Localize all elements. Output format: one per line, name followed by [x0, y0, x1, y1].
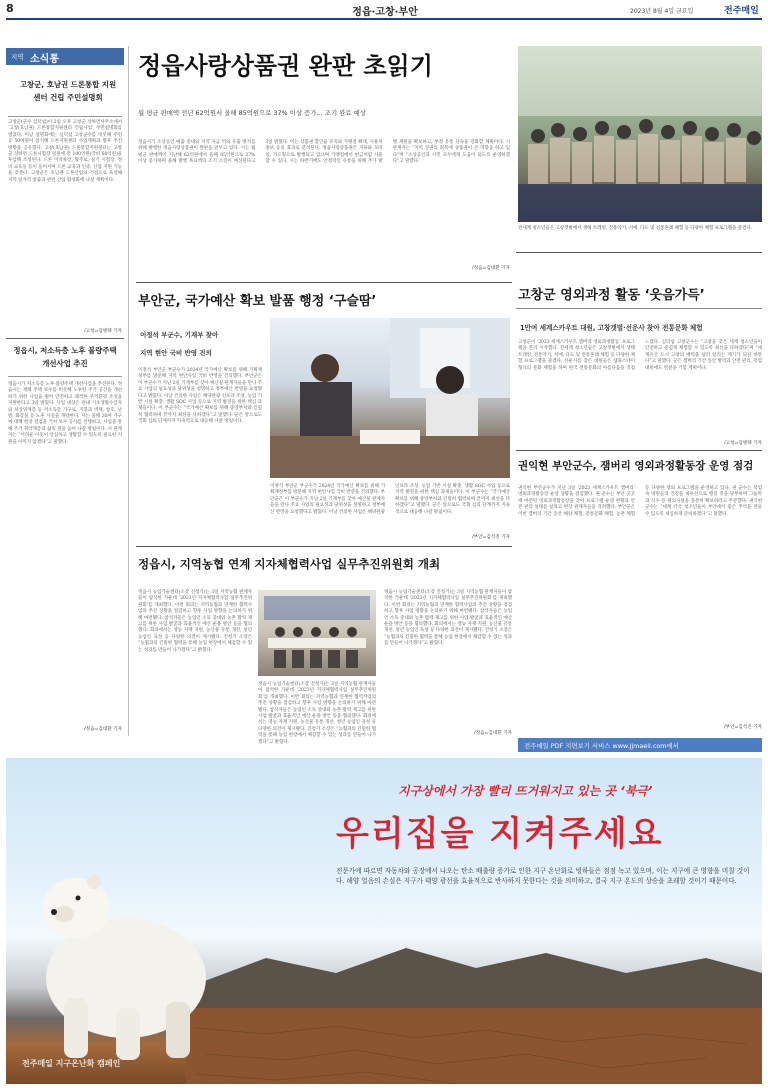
- section-title: 정읍·고창·부안: [352, 7, 418, 18]
- kwon-byline: /부안=김석진 기자: [724, 725, 762, 730]
- ad-kicker: 지구상에서 가장 빨리 뜨거워지고 있는 곳 ‘북극’: [398, 784, 653, 798]
- buan-body-left: 이정석 부안군 부군수가 2024년 국가예산 확보를 위해 기획재정부를 방문해 지역 현안사업 국비 반영을 건의했다. 부안군은 이 부군수가 지난 2일 기재부를 찾아 예산실 관계자들을 만나 주요 사업의 필요성과 당위성을 설명하고 정부예산 반영을 요청했다고 밝혔다. 이날 건의한 사업은 해양관광 인프라 조성, 농업 기반 시설 확충, 생활 SOC 사업 등으로 지역 발전을 위한 핵심 과제들이다. 이 부군수는 “국가예산 확보를 위해 중앙부처와 긴밀히 협력하며 끝까지 최선을 다하겠다”고 말했다. 군은 앞으로도 국회 심의 단계까지 지속적으로 대응해 나갈 방침이다.: [138, 368, 262, 425]
- sidebar-tag-box: [6, 48, 124, 65]
- meeting-illustration: [270, 318, 510, 478]
- header-rule: [6, 18, 762, 20]
- divider: [8, 116, 122, 117]
- buan-sub-2: 지역 현안 국비 반영 건의: [140, 349, 212, 357]
- agri-body-right: 정읍시 농업기술센터(소장 진청기)는 3일 지역농협 관계자들이 참석한 가운데 ‘2023년 지자체협력사업 실무추진위원회’를 개최했다. 이번 회의는 지역농협과 연계한 협력사업의 추진 상황을 점검하고 향후 사업 방향을 논의하기 위해 마련됐다. 참석자들은 농업인 소득 증대와 농촌 활력 제고를 위한 사업 발굴과 효율적인 예산 운용 방안 등을 협의했다. 회의에서는 영농 자재 지원, 농산물 유통 개선, 청년 농업인 육성 등 다양한 의견이 제시됐다. 진청기 소장은 “농협과의 긴밀한 협력을 통해 농업 현장에서 체감할 수 있는 성과를 만들어 나가겠다”고 밝혔다.: [384, 590, 512, 647]
- lead-subhead: 월 평균 판매액 전년 62억원서 올해 85억원으로 37% 이상 증가… 조기 완료 예상: [138, 109, 366, 117]
- gochang-headline: 고창군 영외과정 활동 ‘웃음가득’: [518, 288, 705, 303]
- sidebar-headline-2: 정읍시, 저소득층 노후 불량주택 개선사업 추진: [13, 346, 117, 368]
- agri-headline: 정읍시, 지역농협 연계 지자체협력사업 실무추진위원회 개최: [138, 557, 441, 571]
- sidebar-column-rule: [128, 46, 129, 736]
- buan-meeting-photo: [270, 318, 510, 478]
- sidebar-tag: 지역: [11, 53, 24, 61]
- ad-body: 전문가에 따르면 자동차와 공장에서 나오는 탄소 배출량 증가로 인한 지구 온난화로 빙하들은 점점 녹고 있으며, 이는 지구에 큰 영향을 미칠 것이다. 해양 얼음의 손실은 지구가 태양 광선을 효율적으로 반사하지 못한다는 것을 의미하고, 결국 지구 온도의 상승을 초래할 것이기 때문이다.: [336, 867, 750, 885]
- sidebar-body-2: 정읍시가 저소득층 노후·불량주택 개선사업을 추진한다. 정읍시는 재해 주택 보수를 비롯해 노후한 주거 공간을 개선하기 위한 사업을 벌여 안전하고 쾌적한 주거환경 조성을 지원한다고 3일 밝혔다. 사업 대상은 관내 기초생활수급자와 차상위계층 등 저소득층 가구로, 지붕과 벽체, 창호, 난방, 화장실 등 노후 시설을 개량한다. 시는 올해 20여 가구에 대해 현장 점검을 거쳐 보수 공사를 진행하고, 사업을 통해 주거 취약계층의 삶의 질을 높여 나갈 방침이다. 시 관계자는 “어려운 이웃이 안심하고 생활할 수 있도록 필요한 지원을 아끼지 않겠다”고 말했다.: [8, 382, 122, 445]
- scout-group-illustration: [518, 46, 762, 222]
- paper-name: 전주매일: [724, 6, 759, 16]
- kwon-headline: 권익현 부안군수, 잼버리 영외과정활동장 운영 점검: [518, 460, 754, 472]
- buan-headline: 부안군, 국가예산 확보 발품 행정 ‘구슬땀’: [138, 294, 377, 309]
- sidebar-byline-2: /정읍=김대환 기자: [84, 727, 122, 732]
- gochang-subhead: 1만여 세계스카우트 대원, 고창갯벌·선운사 찾아 전통문화 체험: [520, 324, 703, 332]
- divider: [516, 308, 762, 309]
- divider: [136, 546, 512, 547]
- buan-body-right: 이정석 부안군 부군수가 2024년 국가예산 확보를 위해 기획재정부를 방문해 지역 현안사업 국비 반영을 건의했다. 부안군은 이 부군수가 지난 2일 기재부를 찾아 예산실 관계자들을 만나 주요 사업의 필요성과 당위성을 설명하고 정부예산 반영을 요청했다고 밝혔다. 이날 건의한 사업은 해양관광 인프라 조성, 농업 기반 시설 확충, 생활 SOC 사업 등으로 지역 발전을 위한 핵심 과제들이다. 이 부군수는 “국가예산 확보를 위해 중앙부처와 긴밀히 협력하며 끝까지 최선을 다하겠다”고 말했다. 군은 앞으로도 국회 심의 단계까지 지속적으로 대응해 나갈 방침이다.: [270, 484, 510, 515]
- sidebar-byline-1: /고창=김병태 기자: [84, 329, 122, 334]
- gochang-body: 고창군이 ‘2023 세계스카우트 잼버리 영외과정활동’ 프로그램을 본격 시작했다. 전세계 청소년들은 고창갯벌에서 생태 트레킹, 전통악기, 서예, 다도 및 전통혼례 체험 등 다양한 체험 프로그램을 즐겼다. 선운사를 찾은 대원들은 템플스테이 형식의 문화 체험을 하며 한국 전통문화의 아름다움을 직접 느꼈다. 심덕섭 고창군수는 “고창을 찾은 세계 청소년들이 안전하고 즐겁게 체험할 수 있도록 최선을 다하겠다”며 “세계유산 도시 고창의 매력을 널리 알리는 계기가 되길 바란다”고 말했다. 군은 잼버리 기간 동안 방역과 안전 관리, 폭염 대비에도 만전을 기할 계획이다.: [518, 340, 762, 371]
- polar-bear-icon: [16, 818, 216, 1068]
- divider: [516, 450, 762, 451]
- climate-ad: [6, 758, 762, 1084]
- ad-credit: 전주매일 지구온난화 캠페인: [22, 1059, 121, 1068]
- agri-body-middle: 정읍시 농업기술센터(소장 진청기)는 3일 지역농협 관계자들이 참석한 가운데 ‘2023년 지자체협력사업 실무추진위원회’를 개최했다. 이번 회의는 지역농협과 연계한 협력사업의 추진 상황을 점검하고 향후 사업 방향을 논의하기 위해 마련됐다. 참석자들은 농업인 소득 증대와 농촌 활력 제고를 위한 사업 발굴과 효율적인 예산 운용 방안 등을 협의했다. 회의에서는 영농 자재 지원, 농산물 유통 개선, 청년 농업인 육성 등 다양한 의견이 제시됐다. 진청기 소장은 “농협과의 긴밀한 협력을 통해 농업 현장에서 체감할 수 있는 성과를 만들어 나가겠다”고 밝혔다.: [258, 682, 376, 745]
- divider: [136, 282, 512, 283]
- committee-illustration: [258, 590, 376, 676]
- sidebar: [6, 48, 124, 732]
- pdf-service-text: 전주매일 PDF 지면보기 서비스 www.jjmaeil.com에서: [524, 742, 679, 750]
- divider: [8, 376, 122, 377]
- page-number: 8: [6, 2, 14, 15]
- kwon-body: 권익현 부안군수가 지난 3일 ‘2023 세계스카우트 잼버리’ 영외과정활동장 운영 상황을 점검했다. 권 군수는 부안 곳곳에 마련된 영외과정활동장을 찾아 프로그램 운영 현황과 안전 관리 실태를 살피고 현장 관계자들을 격려했다. 부안군은 이번 잼버리 기간 동안 해양 체험, 전통문화 체험, 농촌 체험 등 다양한 영외 프로그램을 운영하고 있다. 권 군수는 폭염 속 대원들의 건강을 최우선으로 챙길 것을 당부하며 그늘막과 식수 등 편의시설을 충분히 확보하라고 주문했다. 권익현 군수는 “세계 각국 청소년들이 부안에서 좋은 추억을 만들 수 있도록 세심하게 준비하겠다”고 말했다.: [518, 486, 762, 517]
- lead-body: 정읍시가 소상공인 매출 증대와 지역 자금 역외 유출 방지를 위해 발행한 정읍사랑상품권이 완판을 앞두고 있다. 시는 월 평균 판매액이 지난해 62억원에서 올해 85억원으로 37% 이상 증가하며 올해 발행 목표액의 조기 소진이 예상된다고 3일 밝혔다. 이는 상품권 할인율 유지와 가맹점 확대, 사용처 홍보 등의 효과로 분석된다. 정읍사랑상품권은 지류와 모바일, 카드형으로 발행되고 있으며 가맹점에서 현금처럼 사용할 수 있다. 시는 하반기에도 안정적인 유통을 위해 추가 발행 재원을 확보하고, 부정 유통 단속을 강화할 계획이다. 시 관계자는 “지역 상권의 회복에 상품권이 큰 역할을 하고 있다”며 “소상공인과 시민 모두에게 도움이 되도록 운영하겠다”고 말했다.: [138, 140, 510, 165]
- scout-group-photo: [518, 46, 762, 222]
- pdf-service-banner[interactable]: [518, 738, 762, 752]
- agri-body-left: 정읍시 농업기술센터(소장 진청기)는 3일 지역농협 관계자들이 참석한 가운데 ‘2023년 지자체협력사업 실무추진위원회’를 개최했다. 이번 회의는 지역농협과 연계한 협력사업의 추진 상황을 점검하고 향후 사업 방향을 논의하기 위해 마련됐다. 참석자들은 농업인 소득 증대와 농촌 활력 제고를 위한 사업 발굴과 효율적인 예산 운용 방안 등을 협의했다. 회의에서는 영농 자재 지원, 농산물 유통 개선, 청년 농업인 육성 등 다양한 의견이 제시됐다. 진청기 소장은 “농협과의 긴밀한 협력을 통해 농업 현장에서 체감할 수 있는 성과를 만들어 나가겠다”고 밝혔다.: [138, 590, 252, 653]
- gochang-caption: 전세계 청소년들은 고창갯벌에서 생태 트레킹, 전통악기, 서예, 다도 및 전통혼례 체험 등 다양한 체험 프로그램을 즐겼다.: [518, 226, 753, 231]
- buan-byline: /부안=김석진 기자: [472, 535, 510, 540]
- agri-byline: /정읍=김대환 기자: [474, 731, 512, 736]
- sidebar-headline-1: 고창군, 호남권 드론통합 지원센터 건립 주민설명회: [19, 80, 117, 102]
- issue-date: 2023년 8월 4일 금요일: [630, 8, 694, 15]
- divider: [6, 338, 124, 339]
- lead-byline: /정읍=김대환 기자: [472, 266, 510, 271]
- gochang-byline: /고창=김병태 기자: [724, 441, 762, 446]
- divider: [516, 252, 762, 253]
- agri-meeting-photo: [258, 590, 376, 676]
- ad-headline: 우리집을 지켜주세요: [336, 814, 664, 854]
- buan-sub-1: 이정석 부군수, 기재부 찾아: [140, 331, 219, 339]
- sidebar-title: 소식통: [30, 54, 59, 65]
- lead-headline: 정읍사랑상품권 완판 초읽기: [138, 52, 433, 80]
- sidebar-body-1: 고창군(군수 심덕섭)이 3일 오후 고창군 상하면사무소에서 ‘고창(호남권) 드론통합지원센터 건립사업’ 주민설명회를 열었다. 이날 설명회에는 심덕섭 고창군수를 비롯해 주민 등 50여명이 참석해 드론지원센터 사업계획과 향후 추진 방향을 공유했다. 고창(호남권) 드론통합지원센터는 고창군 상하면 드론시험장 일원에 총 100억원(국비 60억원)을 투입해 조성된다. 드론 이착륙장, 활주로, 실기 시험장, 정비·교육동 등이 들어서며 드론 교육과 인증, 산업 지원 기능을 갖춘다. 고창군은 호남권 드론산업의 거점으로 육성해 지역 일자리 창출과 관련 산업 활성화에 나설 계획이다.: [8, 120, 122, 183]
